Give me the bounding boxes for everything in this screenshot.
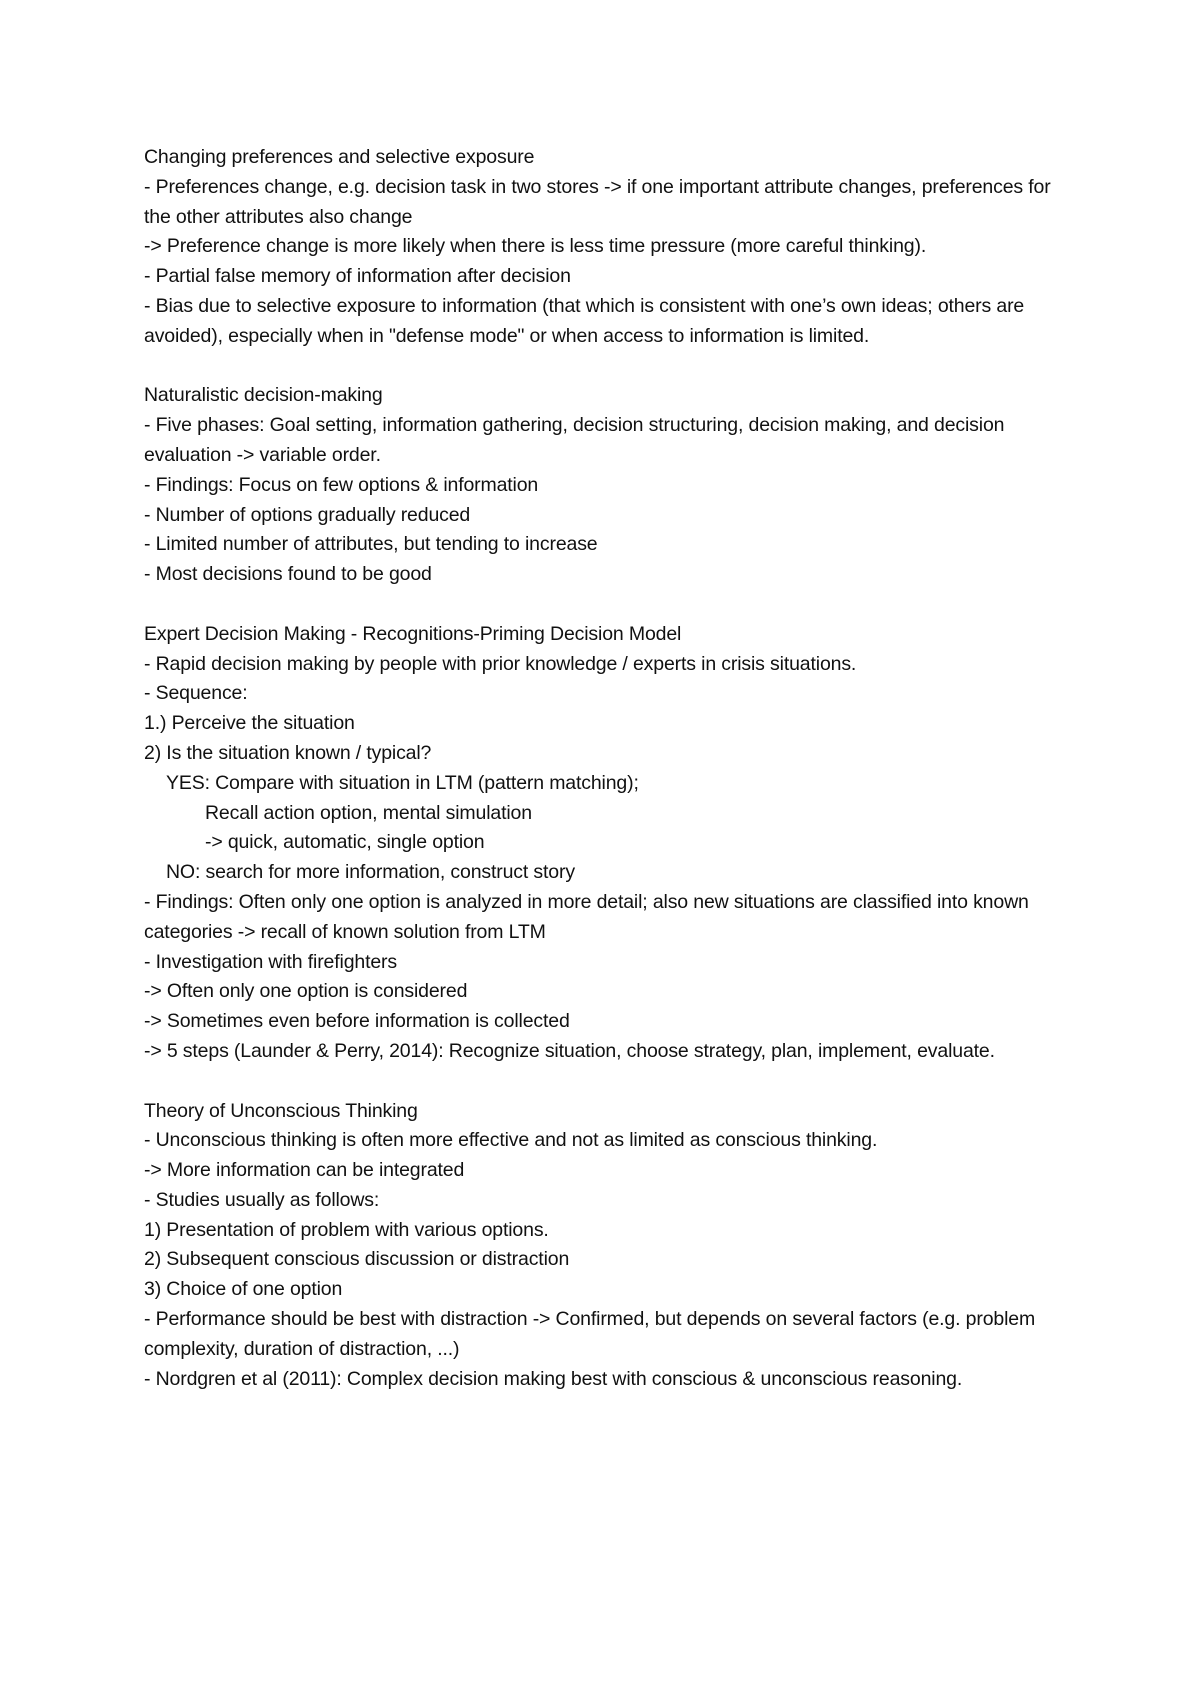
text-line: 2) Subsequent conscious discussion or distraction xyxy=(144,1248,570,1271)
section-heading: Naturalistic decision-making xyxy=(144,384,383,407)
text-line: -> Preference change is more likely when there is less time pressure (more careful thinking). xyxy=(144,235,927,258)
text-line: 1.) Perceive the situation xyxy=(144,712,355,735)
text-line: NO: search for more information, construct story xyxy=(166,861,575,884)
text-line: - Limited number of attributes, but tending to increase xyxy=(144,533,598,556)
text-line: - Number of options gradually reduced xyxy=(144,503,471,526)
text-line: - Findings: Often only one option is analyzed in more detail; also new situations are classified into known categories -> recall of known solution from LTM xyxy=(144,890,1034,943)
text-line: - Rapid decision making by people with prior knowledge / experts in crisis situations. xyxy=(144,652,857,675)
section-heading: Theory of Unconscious Thinking xyxy=(144,1099,418,1122)
text-line: - Sequence: xyxy=(144,682,248,705)
text-line: - Unconscious thinking is often more effective and not as limited as conscious thinking. xyxy=(144,1129,878,1152)
text-line: Recall action option, mental simulation xyxy=(205,801,532,824)
section-expert-decision-making xyxy=(144,620,1074,1067)
section-unconscious-thinking xyxy=(144,1097,1074,1395)
text-line: - Findings: Focus on few options & information xyxy=(144,473,539,496)
text-line: - Performance should be best with distraction -> Confirmed, but depends on several factors (e.g. problem complexity, duration of distraction, ...) xyxy=(144,1308,1041,1360)
text-line: -> More information can be integrated xyxy=(144,1159,465,1182)
document-page xyxy=(144,143,1074,1394)
text-line: - Investigation with firefighters xyxy=(144,950,397,973)
text-line: 3) Choice of one option xyxy=(144,1278,343,1301)
text-line: YES: Compare with situation in LTM (pattern matching); xyxy=(166,771,639,794)
section-heading: Expert Decision Making - Recognitions-Priming Decision Model xyxy=(144,622,682,645)
text-line: -> 5 steps (Launder & Perry, 2014): Recognize situation, choose strategy, plan, implement, evaluate. xyxy=(144,1039,995,1062)
text-line: -> Sometimes even before information is collected xyxy=(144,1010,570,1033)
text-line: - Nordgren et al (2011): Complex decision making best with conscious & unconscious reasoning. xyxy=(144,1367,963,1390)
section-changing-preferences xyxy=(144,143,1074,352)
text-line: - Most decisions found to be good xyxy=(144,563,432,586)
text-line: - Partial false memory of information after decision xyxy=(144,265,571,288)
section-naturalistic-decision-making xyxy=(144,381,1074,590)
text-line: -> Often only one option is considered xyxy=(144,980,468,1003)
text-line: - Studies usually as follows: xyxy=(144,1188,380,1211)
text-line: 2) Is the situation known / typical? xyxy=(144,741,432,764)
text-line: -> quick, automatic, single option xyxy=(205,831,485,854)
text-line: 1) Presentation of problem with various options. xyxy=(144,1218,549,1241)
section-heading: Changing preferences and selective exposure xyxy=(144,146,535,168)
text-line: - Five phases: Goal setting, information gathering, decision structuring, decision making, and decision evaluation -> variable order. xyxy=(144,414,1010,466)
text-line: - Bias due to selective exposure to information (that which is consistent with one’s own ideas; others are avoided), especially when in "defense mode" or when access to information is limited. xyxy=(144,294,1030,347)
text-line: - Preferences change, e.g. decision task in two stores -> if one important attribute changes, preferences for the other attributes also change xyxy=(144,175,1056,228)
